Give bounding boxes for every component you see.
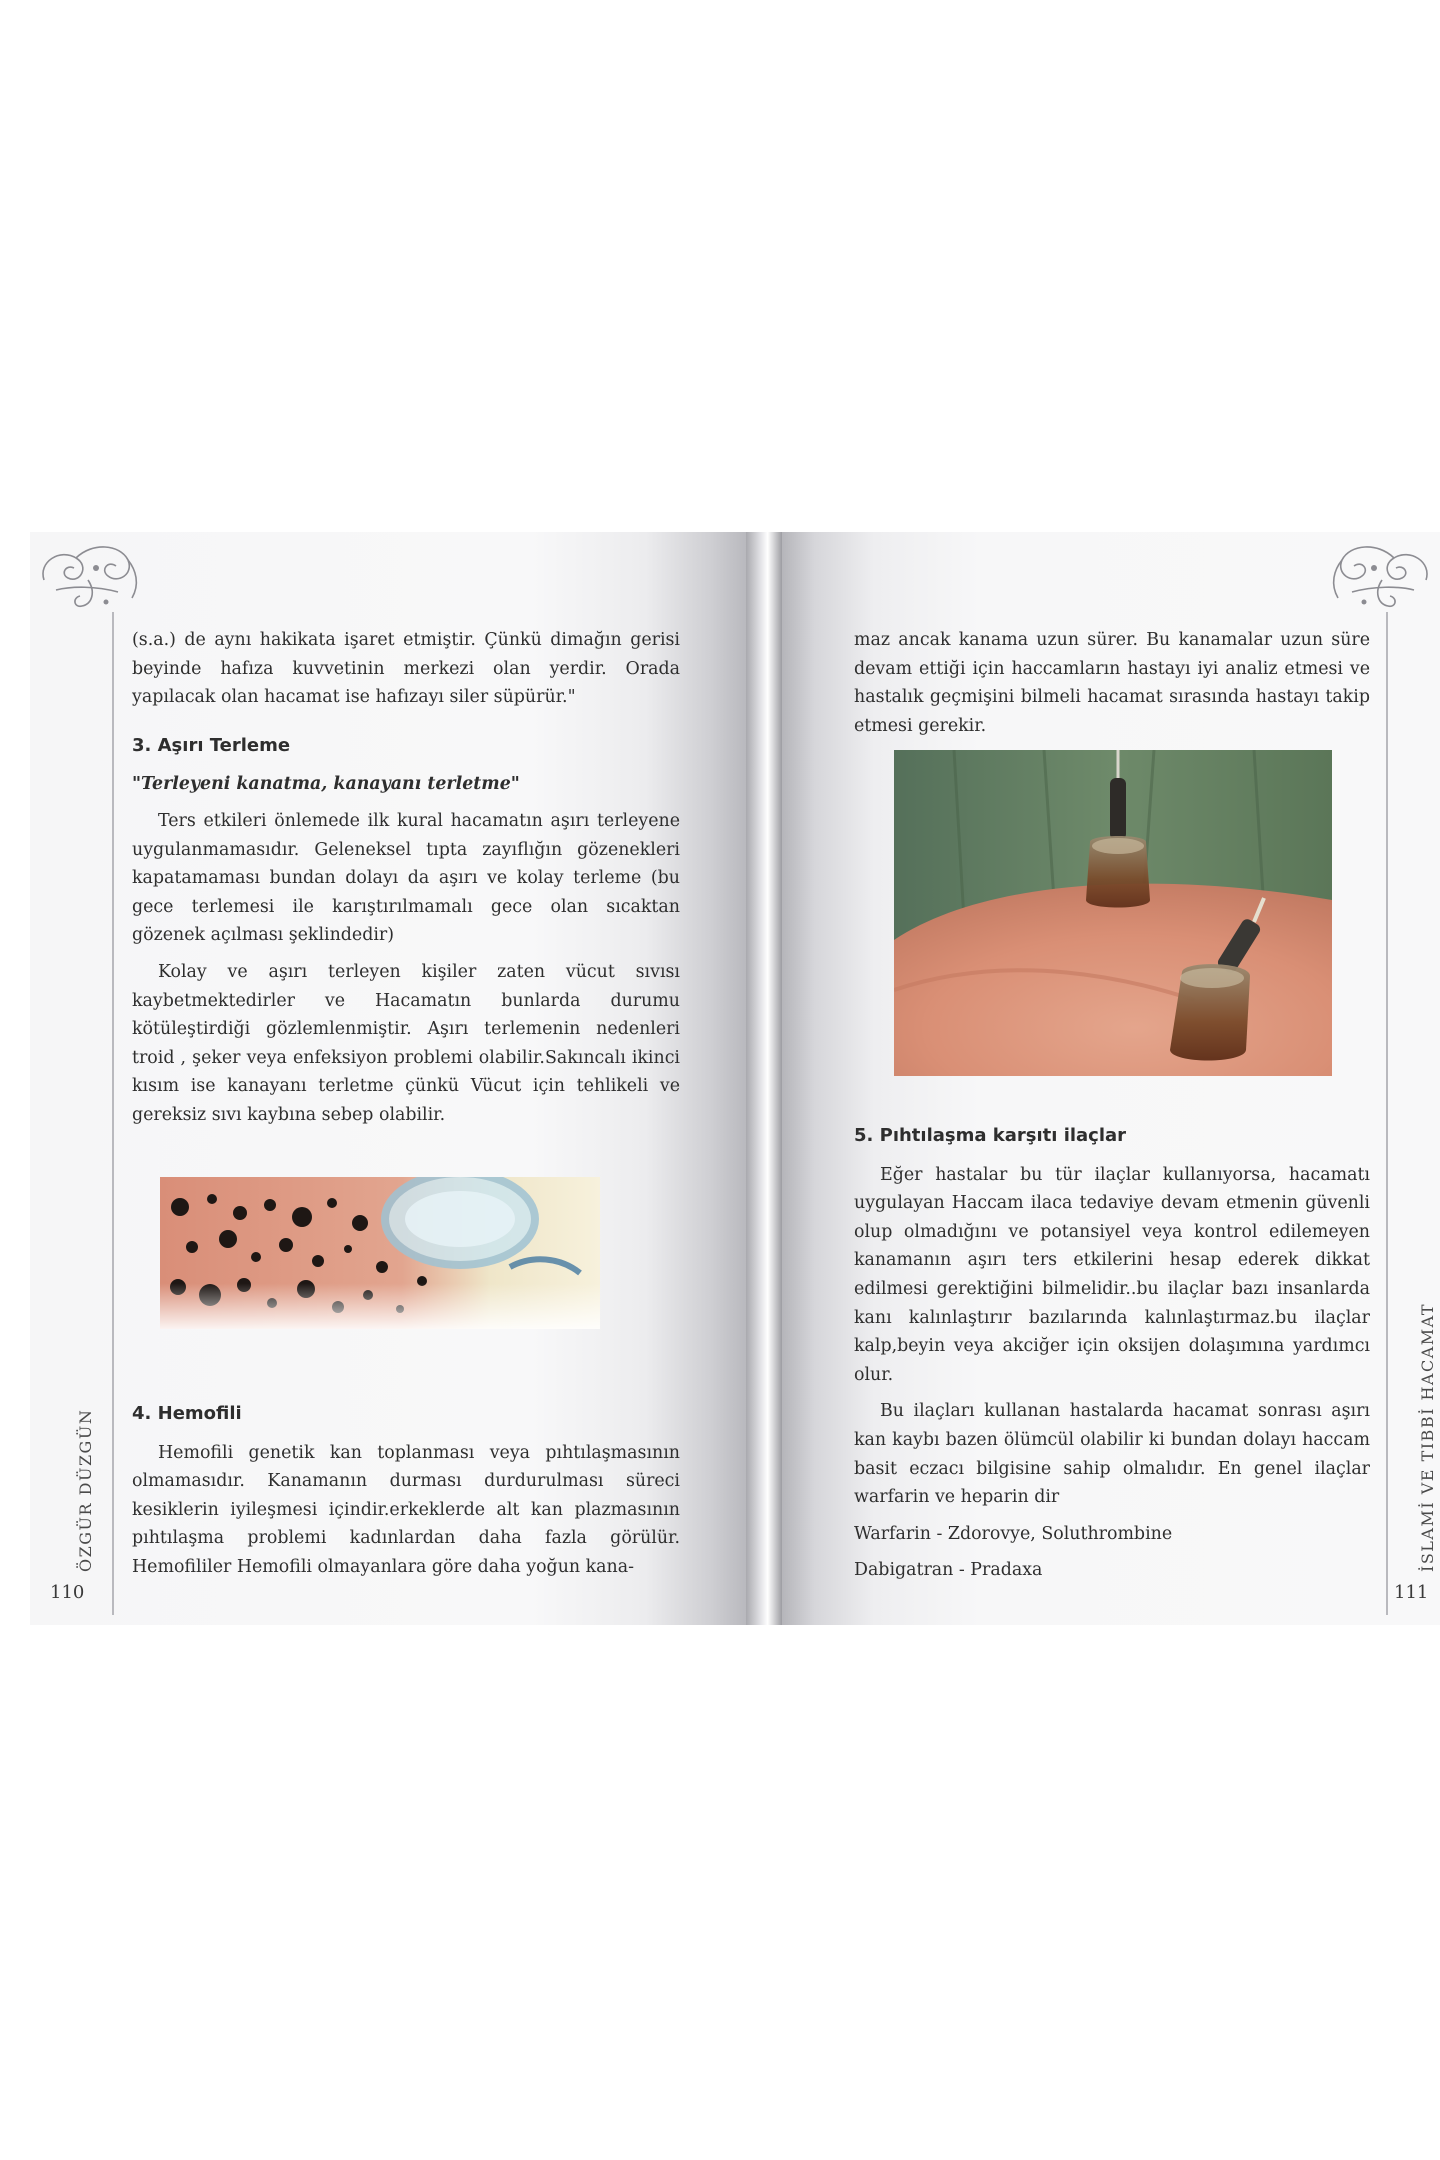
blood-spots-illustration — [160, 1177, 600, 1329]
paragraph: Hemofili genetik kan toplanması veya pıhtılaşmasının olmamasıdır. Kanamanın durması durdurulması süreci kesiklerin iyileşmesi içindir.erkeklerde alt kan plazmasının pıhtılaşma problemi kadınlardan daha fazla görülür. Hemofililer Hemofili olmayanlara göre daha yoğun kana- — [132, 1442, 680, 1577]
section-heading-asiri-terleme: 3. Aşırı Terleme — [132, 734, 291, 756]
drug-list-item: Warfarin - Zdorovye, Soluthrombine — [854, 1523, 1173, 1544]
paragraph: Kolay ve aşırı terleyen kişiler zaten vücut sıvısı kaybetmektedirler ve Hacamatın bunlarda durumu kötüleştirdiği gözlemlenmiştir. Aşırı terlemenin nedenleri troid , şeker veya enfeksiyon problemi olabilir.Sakıncalı ikinci kısım ise kanayanı terletme çünkü Vücut için tehlikeli ve gereksiz sıvı kaybına sebep olabilir. — [132, 961, 680, 1125]
section-heading-pihtilasma: 5. Pıhtılaşma karşıtı ilaçlar — [854, 1125, 1127, 1146]
drug-list-item: Dabigatran - Pradaxa — [854, 1560, 1043, 1581]
page-number: 110 — [50, 1582, 85, 1603]
paragraph: Bu ilaçları kullanan hastalarda hacamat sonrası aşırı kan kaybı bazen ölümcül olabilir ki bundan dolayı haccam basit eczacı bilgisine sahip olmalıdır. En genel ilaçlar warfarin ve heparin dir — [854, 1401, 1370, 1508]
paragraph: Ters etkileri önlemede ilk kural hacamatın aşırı terleyene uygulanmamasıdır. Geleneksel tıpta zayıflığın gözenekleri kapatamaması bundan dolayı da aşırı ve kolay terleme (bu gece terlemesi ile karıştırılmamalı gece olan sıcaktan gözenek açılması şeklindedir) — [132, 810, 680, 946]
figure-cupping-photo — [894, 750, 1332, 1076]
running-head-author: ÖZGÜR DÜZGÜN — [76, 1408, 95, 1572]
page-number: 111 — [1394, 1582, 1429, 1603]
left-page — [30, 532, 746, 1625]
running-head-book-title: İSLAMİ VE TIBBİ HACAMAT — [1418, 1302, 1437, 1572]
section-heading-hemofili: 4. Hemofili — [132, 1403, 242, 1424]
right-page-text-lower — [854, 1102, 1370, 1593]
ornament-flourish-icon — [36, 540, 146, 612]
right-page — [782, 532, 1440, 1625]
continued-paragraph: (s.a.) de aynı hakikata işaret etmiştir. Çünkü dimağın gerisi beyinde hafıza kuvvetinin merkezi olan yerdir. Orada yapılacak olan hacamat ise hafızayı siler süpürür." — [132, 630, 680, 708]
book-spread — [30, 532, 1440, 1625]
left-margin-rule — [112, 612, 114, 1615]
right-margin-rule — [1386, 612, 1388, 1615]
ornament-flourish-icon — [1324, 540, 1434, 612]
cupping-cups-illustration — [894, 750, 1332, 1076]
continued-paragraph: maz ancak kanama uzun sürer. Bu kanamalar uzun süre devam ettiği için haccamların hastayı iyi analiz etmesi ve hastalık geçmişini bilmeli hacamat sırasında hastayı takip etmesi gerekir. — [854, 630, 1370, 736]
figure-blood-spots-photo — [160, 1177, 600, 1329]
left-page-text-lower — [132, 1380, 680, 1590]
book-gutter — [746, 532, 782, 1625]
left-page-text — [132, 626, 680, 1138]
right-page-text — [854, 626, 1370, 748]
section-subtitle-quote: "Terleyeni kanatma, kanayanı terletme" — [132, 774, 520, 795]
paragraph: Eğer hastalar bu tür ilaçlar kullanıyorsa, hacamatı uygulayan Haccam ilaca tedaviye devam etmenin güvenli olup olmadığını ve potansiyel veya kontrol edilemeyen kanamanın aşırı ters etkilerini hesap ederek dikkat edilmesi gerektiğini bilmelidir..bu ilaçlar bazı insanlarda kanı kalınlaştırır bazılarında kalınlaştırmaz.bu ilaçlar kalp,beyin veya akciğer için oksijen dolaşımına yardımcı olur. — [854, 1164, 1370, 1385]
